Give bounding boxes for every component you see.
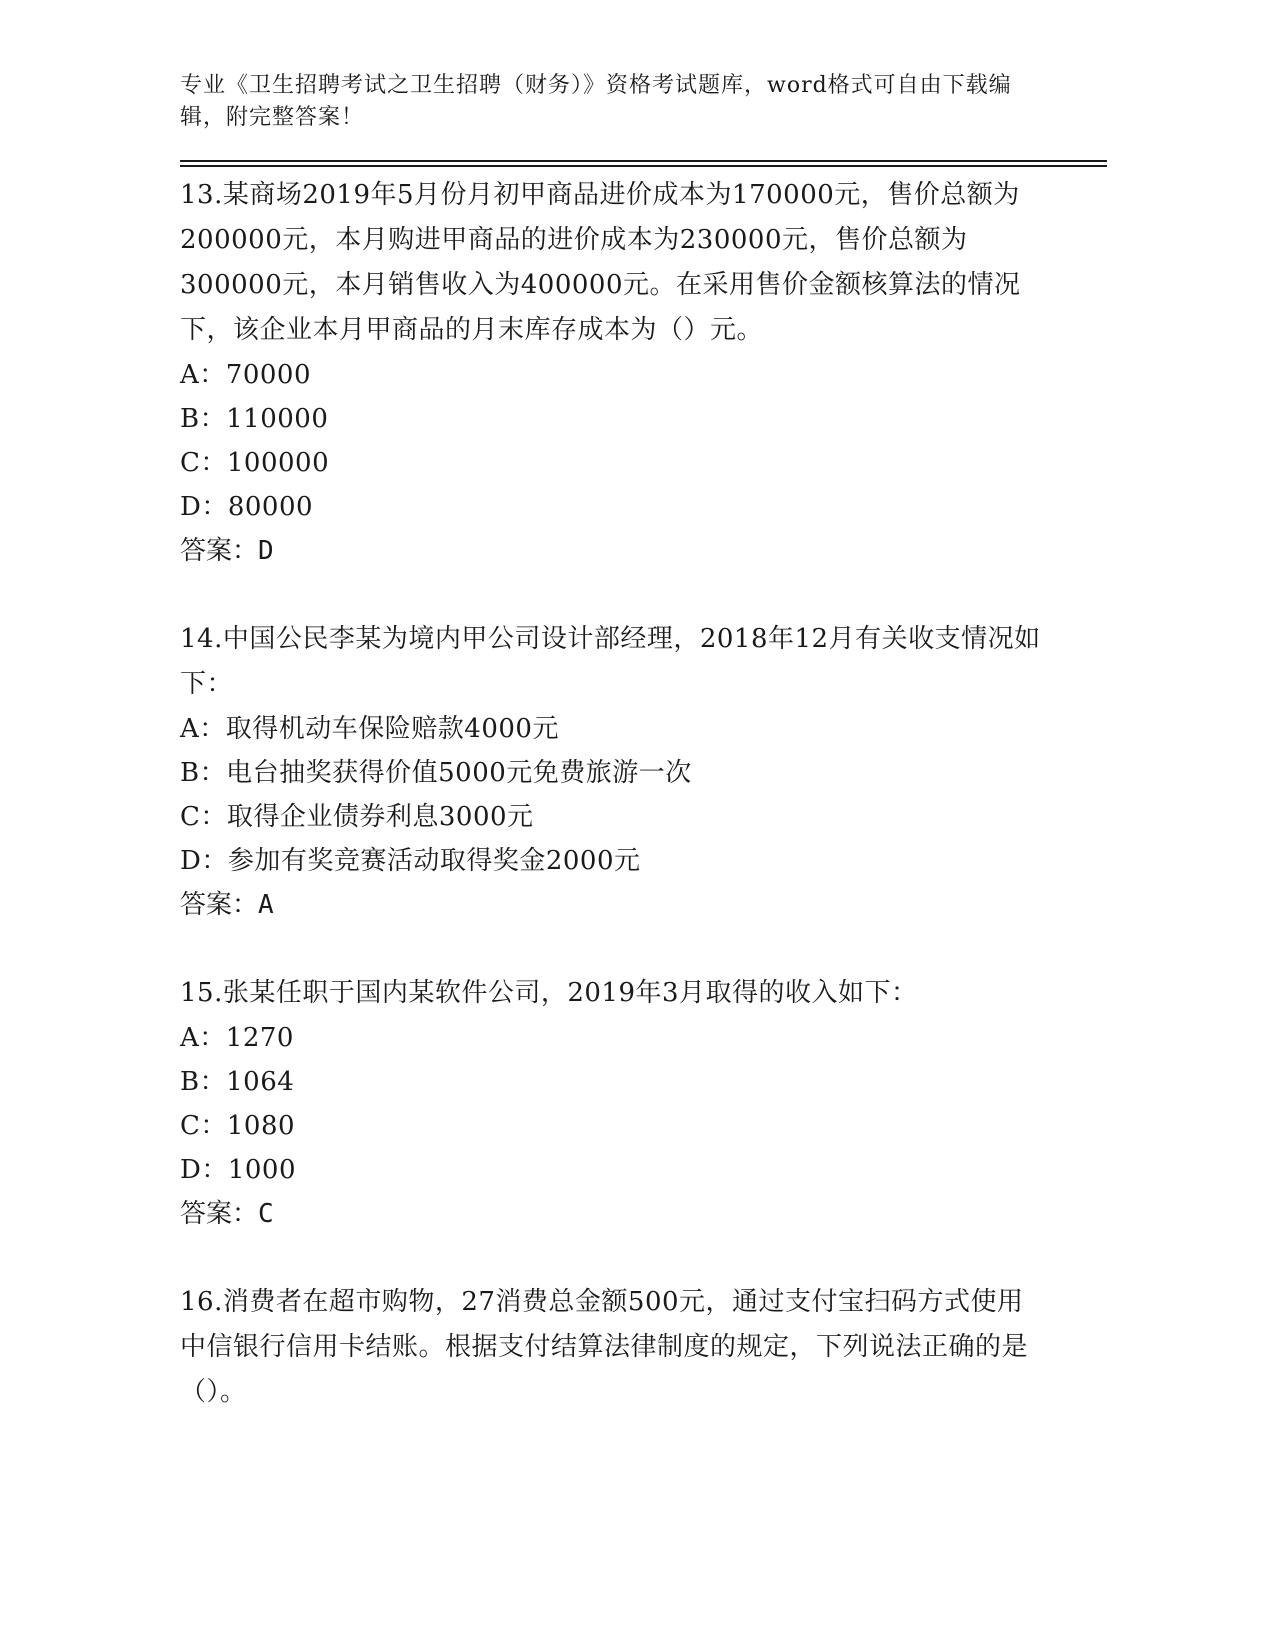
option-d: D：1000 [180, 1155, 297, 1185]
option-d: D：参加有奖竞赛活动取得奖金2000元 [180, 846, 641, 876]
option-d: D：80000 [180, 492, 314, 522]
question-text: 13.某商场2019年5月份月初甲商品进价成本为170000元，售价总额为200000元，本月购进甲商品的进价成本为230000元，售价总额为300000元，本月销售收入为400000元。在采用售价金额核算法的情况下，该企业本月甲商品的月末库存成本为（）元。 [180, 180, 1021, 345]
option-b: B：电台抽奖获得价值5000元免费旅游一次 [180, 758, 692, 788]
question-16 [180, 1280, 1050, 1415]
option-a: A：70000 [180, 360, 311, 390]
question-15 [180, 971, 1050, 1236]
document-header: 专业《卫生招聘考试之卫生招聘（财务）》资格考试题库，word格式可自由下载编辑，附完整答案！ [180, 73, 1012, 130]
header-double-rule [180, 160, 1107, 167]
answer-label: 答案： [180, 1199, 259, 1229]
answer-value: A [258, 890, 274, 920]
answer-label: 答案： [180, 536, 259, 566]
question-text: 15.张某任职于国内某软件公司，2019年3月取得的收入如下： [180, 978, 918, 1008]
answer-label: 答案： [180, 890, 259, 920]
answer-value: D [258, 536, 274, 566]
option-a: A：1270 [180, 1023, 294, 1053]
answer-line [180, 1192, 1050, 1236]
question-text: 16.消费者在超市购物，27消费总金额500元，通过支付宝扫码方式使用中信银行信用卡结账。根据支付结算法律制度的规定，下列说法正确的是（）。 [180, 1287, 1029, 1407]
option-c: C：1080 [180, 1111, 296, 1141]
answer-line [180, 529, 1050, 573]
document-page [180, 70, 1110, 1415]
answer-line [180, 883, 1050, 927]
question-text: 14.中国公民李某为境内甲公司设计部经理，2018年12月有关收支情况如下： [180, 624, 1041, 699]
question-14 [180, 617, 1050, 927]
question-13 [180, 173, 1050, 573]
option-b: B：1064 [180, 1067, 295, 1097]
option-c: C：取得企业债券利息3000元 [180, 802, 534, 832]
option-a: A：取得机动车保险赔款4000元 [180, 714, 559, 744]
option-c: C：100000 [180, 448, 330, 478]
answer-value: C [258, 1199, 274, 1229]
option-b: B：110000 [180, 404, 329, 434]
header-rule-top [180, 160, 1107, 162]
header-rule-bottom [180, 165, 1107, 167]
